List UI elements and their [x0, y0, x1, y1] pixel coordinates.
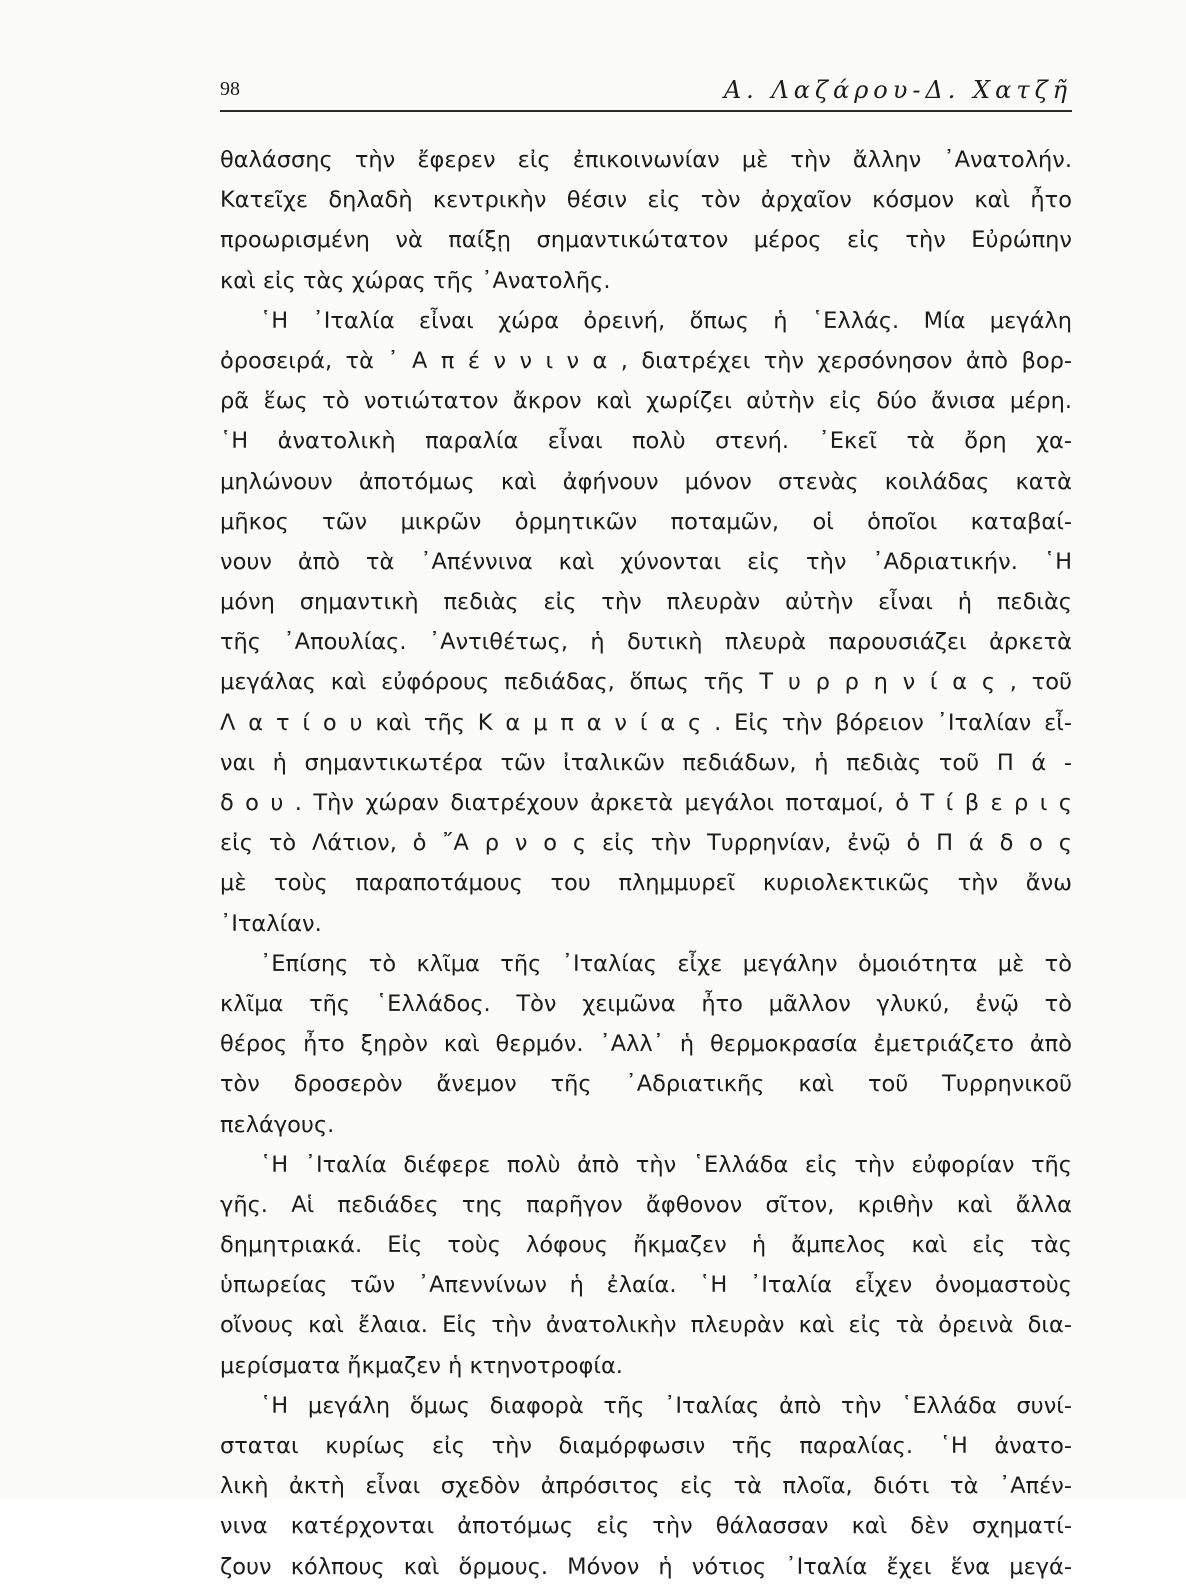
text-line: Κατεῖχε δηλαδὴ κεντρικὴν θέσιν εἰς τὸν ἀρχαῖον κόσμον καὶ ἦτο: [220, 187, 1072, 214]
text-line: μῆκος τῶν μικρῶν ὁρμητικῶν ποταμῶν, οἱ ὁποῖοι καταβαί-: [220, 508, 1072, 535]
text-line: ῾Η ἀνατολικὴ παραλία εἶναι πολὺ στενή. ᾿Εκεῖ τὰ ὄρη χα-: [220, 428, 1072, 455]
text-line: Λ α τ ί ο υ καὶ τῆς Κ α μ π α ν ί α ς . Εἰς τὴν βόρειον ᾿Ιταλίαν εἶ-: [220, 709, 1072, 736]
running-head: Α. Λαζάρου-Δ. Χατζῆ: [723, 76, 1072, 104]
text-line: δ ο υ . Τὴν χώραν διατρέχουν ἀρκετὰ μεγάλοι ποταμοί, ὁ Τ ί β ε ρ ι ς: [220, 790, 1072, 816]
text-line: ᾿Ιταλίαν.: [220, 910, 322, 937]
text-line: νουν ἀπὸ τὰ ᾿Απέννινα καὶ χύνονται εἰς τὴν ᾿Αδριατικήν. ῾Η: [220, 548, 1072, 575]
text-line: θέρος ἦτο ξηρὸν καὶ θερμόν. ᾿Αλλ᾿ ἡ θερμοκρασία ἐμετριάζετο ἀπὸ: [220, 1031, 1072, 1058]
text-line: μερίσματα ἤκμαζεν ἡ κτηνοτροφία.: [220, 1352, 623, 1379]
text-line: μεγάλας καὶ εὐφόρους πεδιάδας, ὅπως τῆς Τ υ ρ ρ η ν ί α ς , τοῦ: [220, 669, 1072, 696]
text-line: τῆς ᾿Απουλίας. ᾿Αντιθέτως, ἡ δυτικὴ πλευρὰ παρουσιάζει ἀρκετὰ: [220, 629, 1072, 656]
text-line: προωρισμένη νὰ παίξῃ σημαντικώτατον μέρος εἰς τὴν Εὐρώπην: [220, 227, 1072, 254]
text-line: ῾Η μεγάλη ὅμως διαφορὰ τῆς ᾿Ιταλίας ἀπὸ τὴν ῾Ελλάδα συνί-: [260, 1392, 1072, 1419]
text-line: ζουν κόλπους καὶ ὅρμους. Μόνον ἡ νότιος ᾿Ιταλία ἔχει ἕνα μεγά-: [220, 1553, 1072, 1580]
text-line: λικὴ ἀκτὴ εἶναι σχεδὸν ἀπρόσιτος εἰς τὰ πλοῖα, διότι τὰ ᾿Απέν-: [220, 1473, 1072, 1500]
text-line: εἰς τὸ Λάτιον, ὁ ῎Α ρ ν ο ς εἰς τὴν Τυρρηνίαν, ἐνῷ ὁ Π ά δ ο ς: [220, 830, 1072, 857]
text-line: ῾Η ᾿Ιταλία διέφερε πολὺ ἀπὸ τὴν ῾Ελλάδα εἰς τὴν εὐφορίαν τῆς: [260, 1151, 1072, 1178]
text-line: ὀροσειρά, τὰ ᾿ Α π έ ν ν ι ν α , διατρέχει τὴν χερσόνησον ἀπὸ βορ-: [220, 347, 1072, 374]
body-text: [220, 140, 1072, 1587]
text-line: ναι ἡ σημαντικωτέρα τῶν ἰταλικῶν πεδιάδων, ἡ πεδιὰς τοῦ Π ά -: [220, 749, 1072, 776]
text-line: μηλώνουν ἀποτόμως καὶ ἀφήνουν μόνον στενὰς κοιλάδας κατὰ: [220, 468, 1072, 495]
text-line: νινα κατέρχονται ἀποτόμως εἰς τὴν θάλασσαν καὶ δὲν σχηματί-: [220, 1513, 1072, 1540]
text-line: ὑπωρείας τῶν ᾿Απεννίνων ἡ ἐλαία. ῾Η ᾿Ιταλία εἶχεν ὀνομαστοὺς: [220, 1272, 1072, 1299]
text-line: ρᾶ ἕως τὸ νοτιώτατον ἄκρον καὶ χωρίζει αὐτὴν εἰς δύο ἄνισα μέρη.: [220, 388, 1072, 415]
text-line: γῆς. Αἱ πεδιάδες της παρῆγον ἄφθονον σῖτον, κριθὴν καὶ ἄλλα: [220, 1191, 1072, 1218]
text-line: δημητριακά. Εἰς τοὺς λόφους ἤκμαζεν ἡ ἄμπελος καὶ εἰς τὰς: [220, 1232, 1072, 1259]
text-line: πελάγους.: [220, 1111, 335, 1138]
text-line: θαλάσσης τὴν ἔφερεν εἰς ἐπικοινωνίαν μὲ τὴν ἄλλην ᾿Ανατολήν.: [220, 147, 1072, 173]
page-number: 98: [220, 78, 240, 100]
text-line: σταται κυρίως εἰς τὴν διαμόρφωσιν τῆς παραλίας. ῾Η ἀνατο-: [220, 1433, 1072, 1459]
text-line: μόνη σημαντικὴ πεδιὰς εἰς τὴν πλευρὰν αὐτὴν εἶναι ἡ πεδιὰς: [220, 589, 1072, 616]
text-line: κλῖμα τῆς ῾Ελλάδος. Τὸν χειμῶνα ἦτο μᾶλλον γλυκύ, ἐνῷ τὸ: [220, 990, 1072, 1017]
text-line: οἴνους καὶ ἔλαια. Εἰς τὴν ἀνατολικὴν πλευρὰν καὶ εἰς τὰ ὀρεινὰ δια-: [220, 1312, 1072, 1339]
text-line: καὶ εἰς τὰς χώρας τῆς ᾿Ανατολῆς.: [220, 267, 611, 294]
text-line: μὲ τοὺς παραποτάμους του πλημμυρεῖ κυριολεκτικῶς τὴν ἄνω: [220, 870, 1072, 897]
text-line: ῾Η ᾿Ιταλία εἶναι χώρα ὀρεινή, ὅπως ἡ ῾Ελλάς. Μία μεγάλη: [260, 307, 1072, 334]
text-line: τὸν δροσερὸν ἄνεμον τῆς ᾿Αδριατικῆς καὶ τοῦ Τυρρηνικοῦ: [220, 1071, 1072, 1098]
page-header: [220, 74, 1072, 112]
text-line: ᾿Επίσης τὸ κλῖμα τῆς ᾿Ιταλίας εἶχε μεγάλην ὁμοιότητα μὲ τὸ: [260, 950, 1072, 977]
